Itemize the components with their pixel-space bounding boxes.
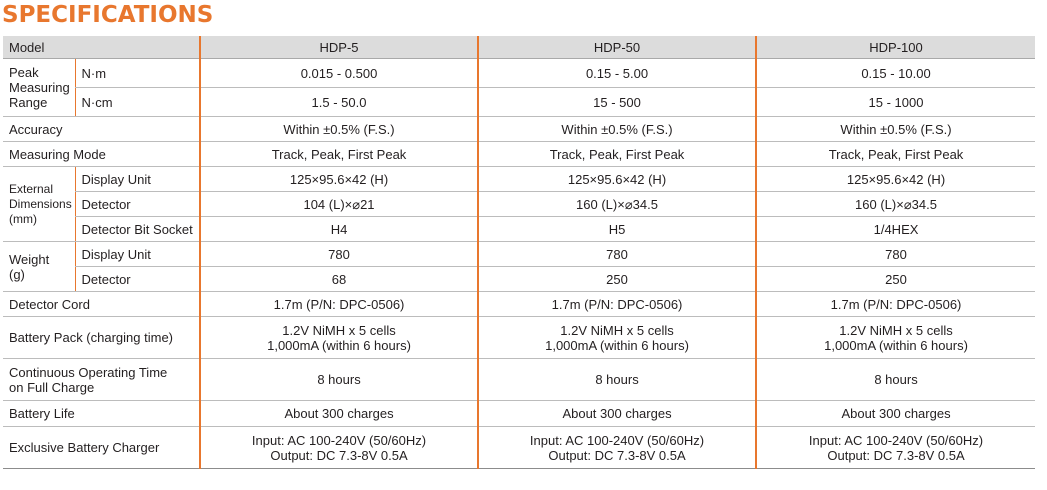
- table-cell: 0.15 - 10.00: [756, 59, 1035, 88]
- header-row: [3, 36, 1035, 59]
- external-dimensions-label: External Dimensions (mm): [3, 167, 75, 242]
- detector-cord-label: Detector Cord: [3, 292, 200, 317]
- table-cell: 1.2V NiMH x 5 cells 1,000mA (within 6 hours): [478, 317, 756, 359]
- table-row: [3, 192, 1035, 217]
- table-cell: 160 (L)×⌀34.5: [478, 192, 756, 217]
- table-cell: 780: [756, 242, 1035, 267]
- table-cell: 1.7m (P/N: DPC-0506): [756, 292, 1035, 317]
- model-hdp-100: HDP-100: [756, 36, 1035, 59]
- table-cell: 125×95.6×42 (H): [756, 167, 1035, 192]
- table-cell: 8 hours: [200, 359, 478, 401]
- sub-label: Display Unit: [75, 167, 200, 192]
- table-cell: 125×95.6×42 (H): [200, 167, 478, 192]
- table-cell: H4: [200, 217, 478, 242]
- table-cell: 250: [756, 267, 1035, 292]
- table-cell: 8 hours: [478, 359, 756, 401]
- table-cell: Within ±0.5% (F.S.): [200, 117, 478, 142]
- table-cell: 1.2V NiMH x 5 cells 1,000mA (within 6 hours): [756, 317, 1035, 359]
- table-cell: 68: [200, 267, 478, 292]
- model-hdp-5: HDP-5: [200, 36, 478, 59]
- table-cell: Input: AC 100-240V (50/60Hz) Output: DC 7.3-8V 0.5A: [200, 427, 478, 469]
- table-cell: 1.5 - 50.0: [200, 88, 478, 117]
- table-row: [3, 88, 1035, 117]
- table-cell: 1/4HEX: [756, 217, 1035, 242]
- table-row: [3, 401, 1035, 427]
- table-cell: 8 hours: [756, 359, 1035, 401]
- table-cell: Within ±0.5% (F.S.): [756, 117, 1035, 142]
- table-row: [3, 427, 1035, 469]
- table-row: [3, 359, 1035, 401]
- operating-time-label: Continuous Operating Time on Full Charge: [3, 359, 200, 401]
- table-row: [3, 317, 1035, 359]
- peak-range-label: Peak Measuring Range: [3, 59, 75, 117]
- table-cell: 1.7m (P/N: DPC-0506): [478, 292, 756, 317]
- sub-label: Detector Bit Socket: [75, 217, 200, 242]
- accuracy-label: Accuracy: [3, 117, 200, 142]
- table-cell: 15 - 1000: [756, 88, 1035, 117]
- sub-label: Detector: [75, 267, 200, 292]
- table-cell: 0.15 - 5.00: [478, 59, 756, 88]
- battery-pack-label: Battery Pack (charging time): [3, 317, 200, 359]
- table-row: [3, 167, 1035, 192]
- table-cell: Track, Peak, First Peak: [200, 142, 478, 167]
- sub-label: Detector: [75, 192, 200, 217]
- table-row: [3, 242, 1035, 267]
- table-cell: 780: [200, 242, 478, 267]
- sub-label: N·cm: [75, 88, 200, 117]
- table-cell: 104 (L)×⌀21: [200, 192, 478, 217]
- sub-label: N·m: [75, 59, 200, 88]
- weight-label: Weight (g): [3, 242, 75, 292]
- battery-life-label: Battery Life: [3, 401, 200, 427]
- sub-label: Display Unit: [75, 242, 200, 267]
- table-cell: 250: [478, 267, 756, 292]
- table-row: [3, 117, 1035, 142]
- table-cell: Within ±0.5% (F.S.): [478, 117, 756, 142]
- table-cell: H5: [478, 217, 756, 242]
- table-cell: Track, Peak, First Peak: [756, 142, 1035, 167]
- table-cell: Track, Peak, First Peak: [478, 142, 756, 167]
- table-cell: Input: AC 100-240V (50/60Hz) Output: DC 7.3-8V 0.5A: [756, 427, 1035, 469]
- table-row: [3, 217, 1035, 242]
- model-label: Model: [3, 36, 200, 59]
- table-cell: 780: [478, 242, 756, 267]
- table-cell: About 300 charges: [756, 401, 1035, 427]
- page-title: SPECIFICATIONS: [2, 2, 214, 28]
- table-cell: 1.2V NiMH x 5 cells 1,000mA (within 6 hours): [200, 317, 478, 359]
- table-cell: 0.015 - 0.500: [200, 59, 478, 88]
- table-cell: About 300 charges: [200, 401, 478, 427]
- table-row: [3, 142, 1035, 167]
- table-cell: 125×95.6×42 (H): [478, 167, 756, 192]
- measuring-mode-label: Measuring Mode: [3, 142, 200, 167]
- model-hdp-50: HDP-50: [478, 36, 756, 59]
- table-cell: About 300 charges: [478, 401, 756, 427]
- battery-charger-label: Exclusive Battery Charger: [3, 427, 200, 469]
- table-cell: 1.7m (P/N: DPC-0506): [200, 292, 478, 317]
- table-cell: Input: AC 100-240V (50/60Hz) Output: DC 7.3-8V 0.5A: [478, 427, 756, 469]
- table-row: [3, 292, 1035, 317]
- table-row: [3, 267, 1035, 292]
- table-cell: 160 (L)×⌀34.5: [756, 192, 1035, 217]
- table-row: [3, 59, 1035, 88]
- specifications-table: [3, 36, 1035, 469]
- table-cell: 15 - 500: [478, 88, 756, 117]
